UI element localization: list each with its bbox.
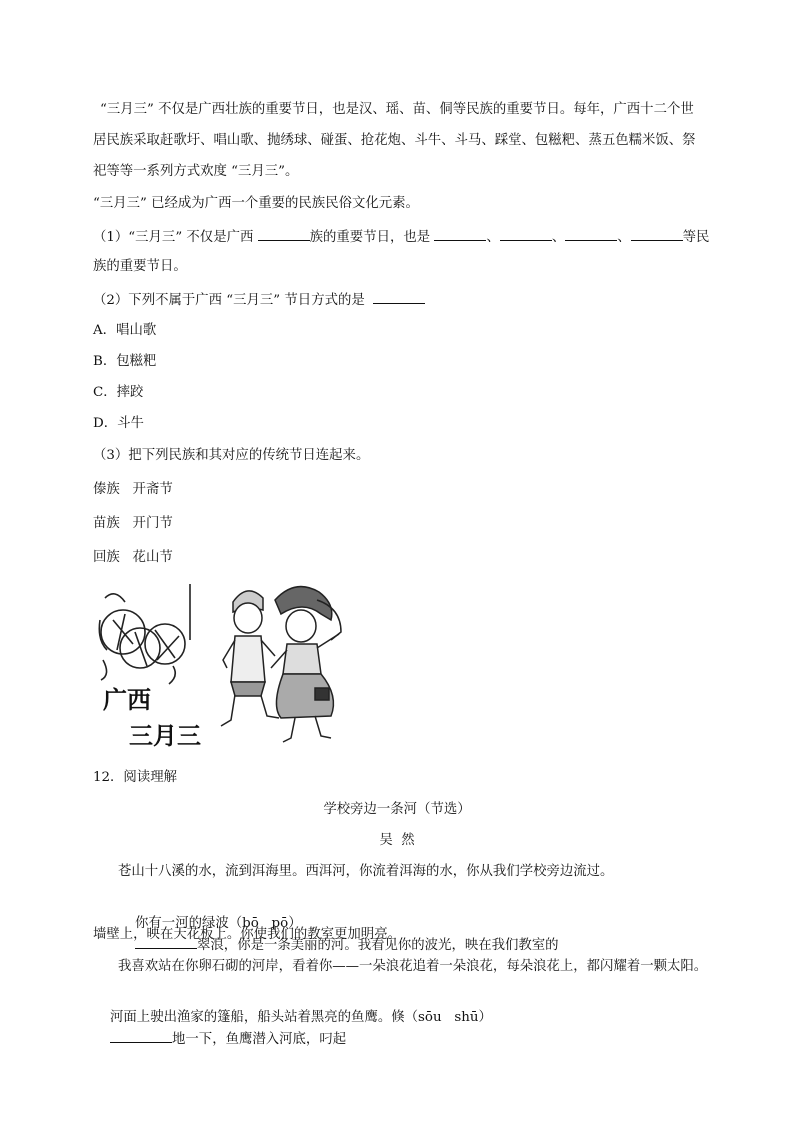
reading-paragraph-1: 苍山十八溪的水，流到洱海里。西洱河，你流着洱海的水，你从我们学校旁边流过。 bbox=[118, 864, 614, 879]
passage-line-1: “三月三” 不仅是广西壮族的重要节日，也是汉、瑶、苗、侗等民族的重要节日。每年，广西十二个世 bbox=[100, 102, 694, 117]
separator: 、 bbox=[617, 230, 631, 245]
option-c[interactable]: C．摔跤 bbox=[93, 385, 144, 400]
answer-blank[interactable] bbox=[500, 226, 552, 241]
reading-paragraph-3: 我喜欢站在你卵石砌的河岸，看着你——一朵浪花追着一朵浪花，每朵浪花上，都闪耀着一颗太阳。 bbox=[118, 959, 708, 974]
match-pair: 苗族 开门节 bbox=[93, 516, 173, 531]
answer-blank[interactable] bbox=[110, 1028, 172, 1043]
sanyuesan-illustration bbox=[95, 580, 355, 750]
question-12-header: 12．阅读理解 bbox=[93, 770, 177, 785]
question-1 bbox=[93, 226, 709, 248]
embroidered-ball-icon bbox=[99, 584, 190, 684]
reading-title: 学校旁边一条河（节选） bbox=[323, 802, 471, 817]
q1-part-c: 等民 bbox=[682, 230, 710, 245]
answer-blank[interactable] bbox=[631, 226, 683, 241]
p2-text-a: 你有一河的绿波（bō pō） bbox=[135, 916, 302, 931]
reading-author: 吴 然 bbox=[379, 833, 415, 848]
p3-text-b: 地一下，鱼鹰潜入河底，叼起 bbox=[172, 1032, 347, 1047]
reading-paragraph-3-line-2 bbox=[93, 988, 492, 1070]
question-3: （3）把下列民族和其对应的传统节日连起来。 bbox=[93, 448, 370, 463]
separator: 、 bbox=[486, 230, 500, 245]
dancing-boy-icon bbox=[221, 591, 279, 726]
q1-part-a: （1）“三月三” 不仅是广西 bbox=[93, 230, 254, 245]
q1-part-b: 族的重要节日，也是 bbox=[309, 230, 431, 245]
option-b[interactable]: B．包糍粑 bbox=[93, 354, 157, 369]
q2-stem: （2）下列不属于广西 “三月三” 节日方式的是 bbox=[93, 293, 365, 308]
passage-line-4: “三月三” 已经成为广西一个重要的民族民俗文化元素。 bbox=[93, 196, 419, 211]
p3-text-a: 河面上驶出渔家的篷船，船头站着黑亮的鱼鹰。倏（sōu shū） bbox=[110, 1010, 492, 1025]
p2-text-b: 翠浪，你是一条美丽的河。我看见你的波光，映在我们教室的 bbox=[197, 938, 559, 953]
illustration-title-line2: 三月三 bbox=[129, 722, 201, 750]
question-2 bbox=[93, 289, 425, 311]
passage-line-2: 居民族采取赶歌圩、唱山歌、抛绣球、碰蛋、抢花炮、斗牛、斗马、踩堂、包糍粑、蒸五色糯米饭、祭 bbox=[93, 133, 696, 148]
match-pair: 傣族 开斋节 bbox=[93, 482, 173, 497]
option-a[interactable]: A．唱山歌 bbox=[93, 323, 157, 338]
match-pair: 回族 花山节 bbox=[93, 550, 173, 565]
passage-line-3: 祀等等一系列方式欢度 “三月三”。 bbox=[93, 164, 299, 179]
reading-paragraph-2-line-2: 墙壁上，映在天花板上。你使我们的教室更加明亮。 bbox=[93, 927, 401, 942]
illustration-title-line1: 广西 bbox=[103, 686, 151, 714]
question-1-line-2: 族的重要节日。 bbox=[93, 259, 187, 274]
dancing-girl-icon bbox=[271, 587, 341, 742]
answer-blank[interactable] bbox=[373, 289, 425, 304]
answer-blank[interactable] bbox=[258, 226, 310, 241]
answer-blank[interactable] bbox=[434, 226, 486, 241]
option-d[interactable]: D．斗牛 bbox=[93, 416, 144, 431]
answer-blank[interactable] bbox=[565, 226, 617, 241]
separator: 、 bbox=[551, 230, 566, 245]
